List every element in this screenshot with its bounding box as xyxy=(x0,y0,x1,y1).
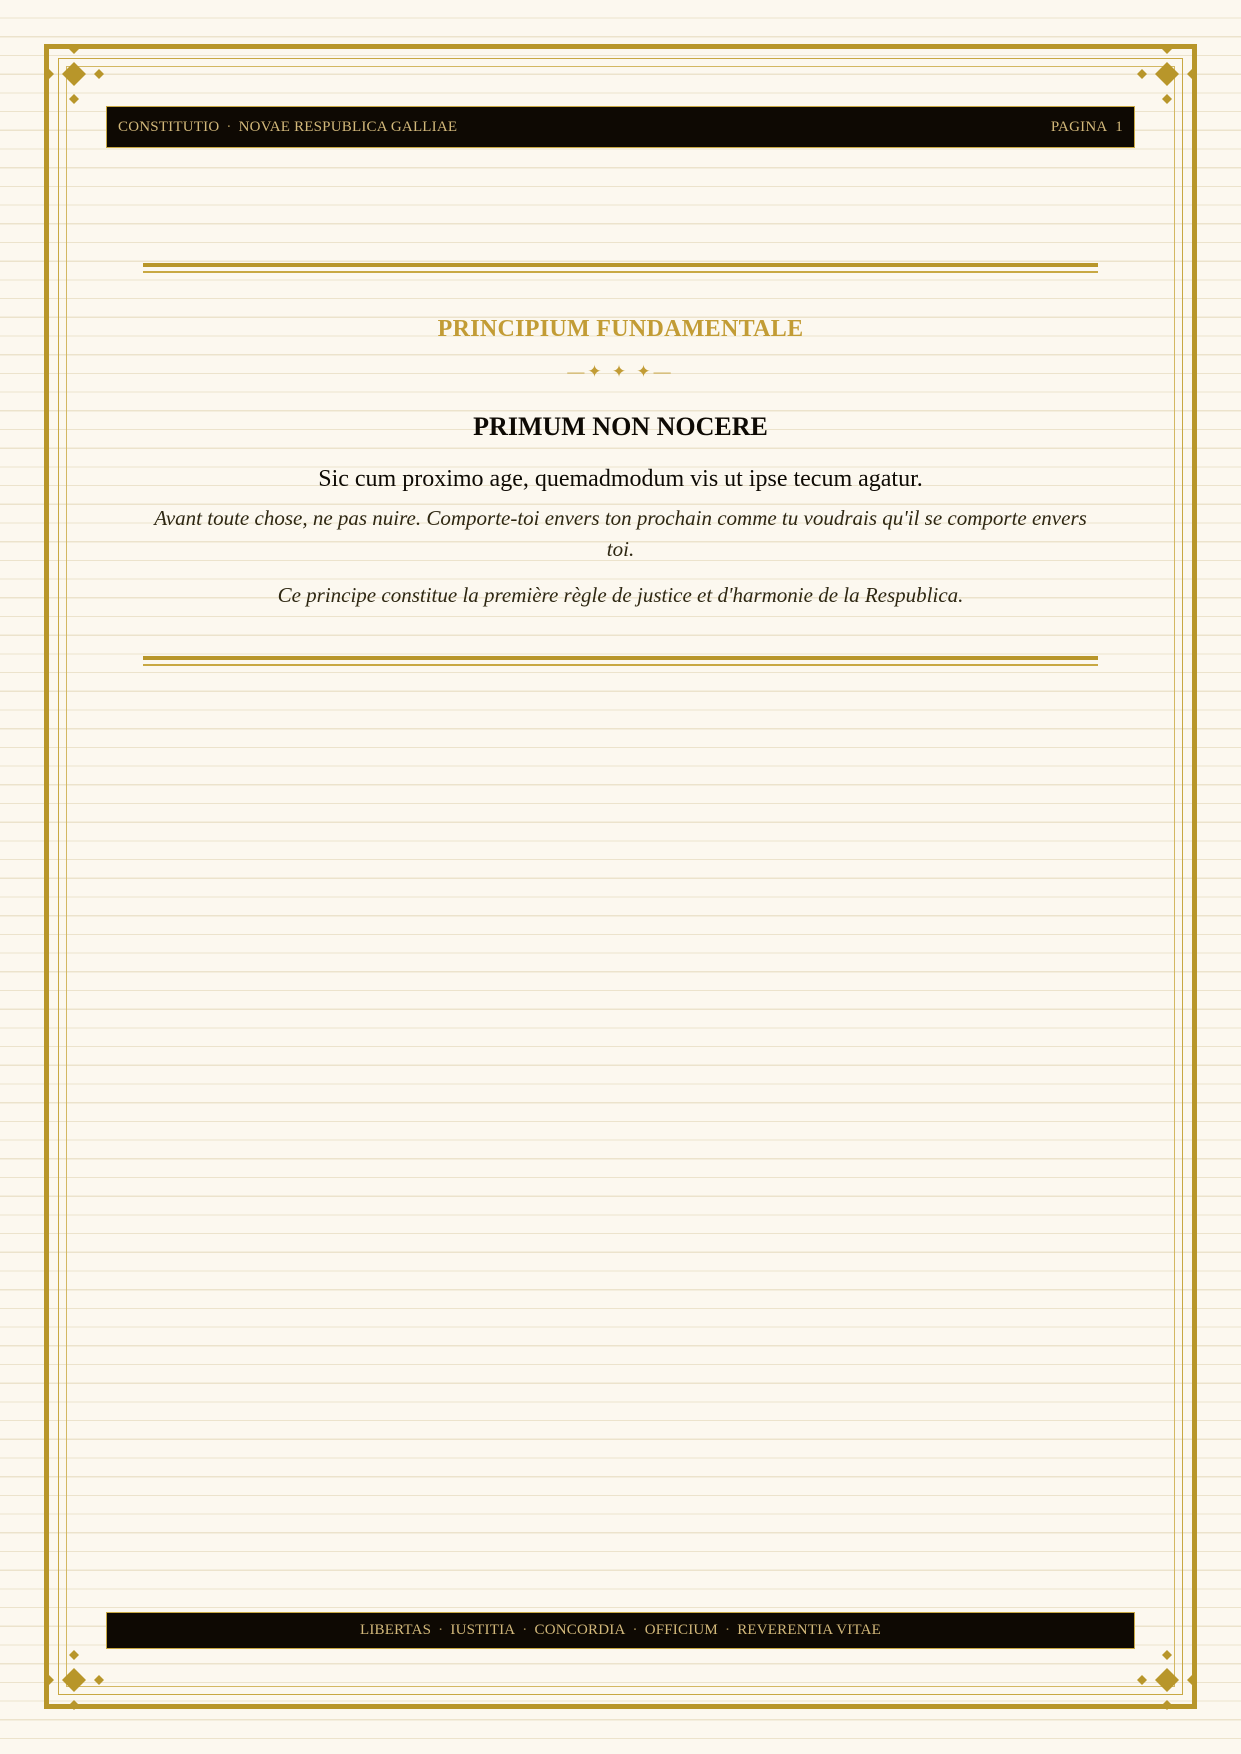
corner-ornament-bottom-right xyxy=(1131,1644,1203,1716)
header-bar xyxy=(106,106,1135,148)
motto-concordia: CONCORDIA xyxy=(534,1622,626,1638)
header-separator: · xyxy=(226,118,232,135)
section-title: PRIMUM NON NOCERE xyxy=(473,412,768,441)
corner-ornament-bottom-left xyxy=(38,1644,110,1716)
footer-bar xyxy=(106,1612,1135,1649)
header-title-part2: NOVAE RESPUBLICA GALLIAE xyxy=(238,118,458,135)
footer-separator: · xyxy=(632,1622,638,1638)
page-number: 1 xyxy=(1115,118,1123,135)
corner-ornament-top-left xyxy=(38,38,110,110)
corner-ornament-top-right xyxy=(1131,38,1203,110)
page-label: PAGINA xyxy=(1050,118,1108,135)
header-title-part1: CONSTITUTIO xyxy=(118,118,220,135)
section-kicker: PRINCIPIUM FUNDAMENTALE xyxy=(437,316,804,342)
document-title xyxy=(118,119,457,136)
fleuron-ornament: —✦ ✦ ✦— xyxy=(567,362,674,381)
motto-reverentia-vitae: REVERENTIA VITAE xyxy=(737,1622,881,1638)
motto-iustitia: IUSTITIA xyxy=(450,1622,516,1638)
bottom-divider xyxy=(143,656,1098,666)
footer-separator: · xyxy=(438,1622,444,1638)
top-divider xyxy=(143,263,1098,273)
footer-separator: · xyxy=(522,1622,528,1638)
motto-libertas: LIBERTAS xyxy=(360,1622,432,1638)
french-note: Ce principe constitue la première règle de justice et d'harmonie de la Respublica. xyxy=(277,583,964,607)
latin-maxim: Sic cum proximo age, quemadmodum vis ut ipse tecum agatur. xyxy=(318,466,923,492)
footer-separator: · xyxy=(724,1622,731,1638)
page-indicator xyxy=(1051,119,1123,136)
inner-border xyxy=(66,66,1175,1687)
french-translation: Avant toute chose, ne pas nuire. Comporte-toi envers ton prochain comme tu voudrais qu'il se comporte envers toi. xyxy=(154,506,1087,561)
motto-officium: OFFICIUM xyxy=(644,1622,718,1638)
